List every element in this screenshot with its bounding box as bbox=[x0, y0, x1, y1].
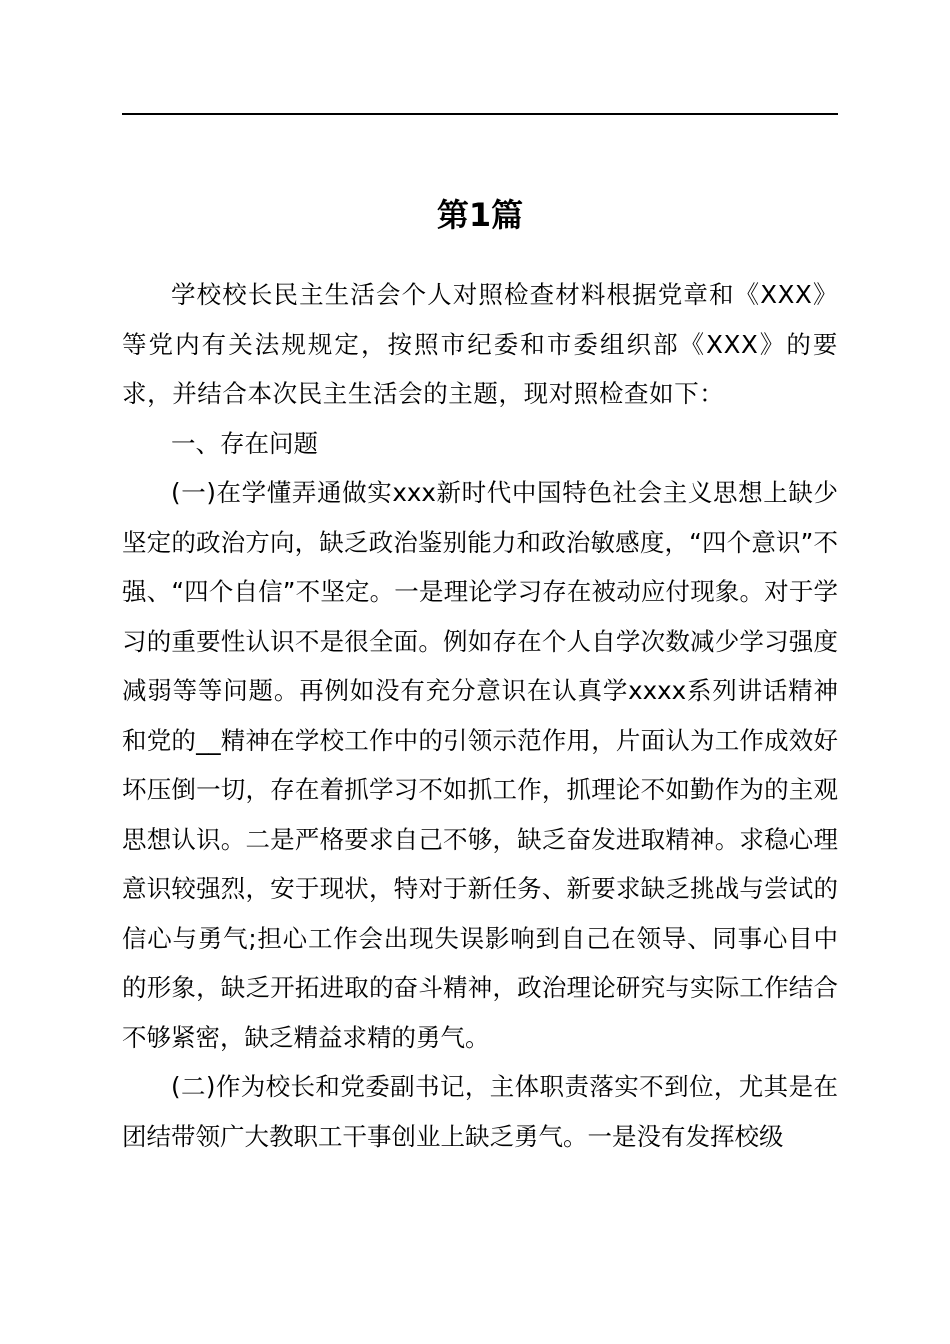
document-body bbox=[122, 270, 838, 1161]
section-title-problems: 一、存在问题 bbox=[171, 428, 318, 458]
header-rule bbox=[122, 113, 838, 115]
intro-paragraph: 学校校长民主生活会个人对照检查材料根据党章和《XXX》等党内有关法规规定，按照市纪委和市委组织部《XXX》的要求，并结合本次民主生活会的主题，现对照检查如下： bbox=[122, 280, 838, 408]
problem-item-1: (一)在学懂弄通做实xxx新时代中国特色社会主义思想上缺少坚定的政治方向，缺乏政治鉴别能力和政治敏感度，“四个意识”不强、“四个自信”不坚定。一是理论学习存在被动应付现象。对于学习的重要性认识不是很全面。例如存在个人自学次数减少学习强度减弱等等问题。再例如没有充分意识在认真学xxxx系列讲话精神和党的__精神在学校工作中的引领示范作用，片面认为工作成效好坏压倒一切，存在着抓学习不如抓工作，抓理论不如勤作为的主观思想认识。二是严格要求自己不够，缺乏奋发进取精神。求稳心理意识较强烈，安于现状，特对于新任务、新要求缺乏挑战与尝试的信心与勇气;担心工作会出现失误影响到自己在领导、同事心目中的形象，缺乏开拓进取的奋斗精神，政治理论研究与实际工作结合不够紧密，缺乏精益求精的勇气。 bbox=[122, 478, 838, 1052]
problem-item-2: (二)作为校长和党委副书记，主体职责落实不到位，尤其是在团结带领广大教职工干事创业上缺乏勇气。一是没有发挥校级 bbox=[122, 1072, 838, 1151]
page-title: 第1篇 bbox=[436, 196, 524, 235]
